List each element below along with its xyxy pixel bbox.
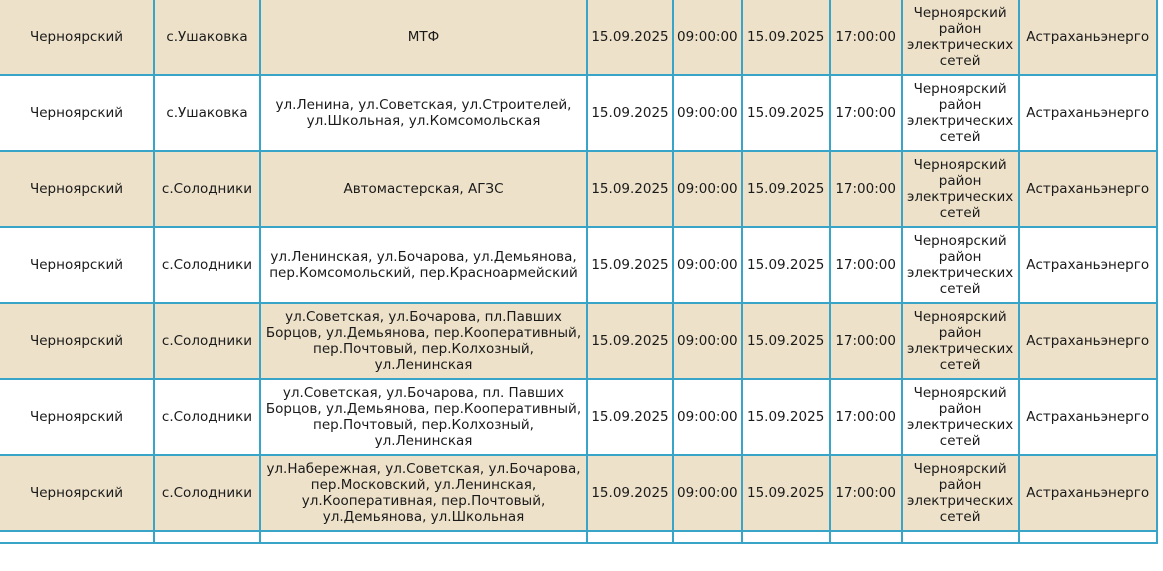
- empty-cell: [902, 531, 1019, 543]
- address-cell: ул.Набережная, ул.Советская, ул.Бочарова, пер.Московский, ул.Ленинская, ул.Кооперативная, пер.Почтовый, ул.Демьянова, ул.Школьная: [260, 455, 587, 531]
- settlement-cell: с.Солодники: [154, 151, 260, 227]
- empty-cell: [830, 531, 902, 543]
- network-cell: Черноярский район электрических сетей: [902, 0, 1019, 75]
- company-cell: Астраханьэнерго: [1019, 227, 1157, 303]
- start-time-cell: 09:00:00: [673, 379, 742, 455]
- settlement-cell: с.Солодники: [154, 303, 260, 379]
- network-cell: Черноярский район электрических сетей: [902, 151, 1019, 227]
- table-row: [0, 227, 1157, 303]
- end-date-cell: 15.09.2025: [742, 379, 830, 455]
- company-cell: Астраханьэнерго: [1019, 303, 1157, 379]
- table-row: [0, 151, 1157, 227]
- end-time-cell: 17:00:00: [830, 379, 902, 455]
- end-date-cell: 15.09.2025: [742, 0, 830, 75]
- end-date-cell: 15.09.2025: [742, 75, 830, 151]
- start-date-cell: 15.09.2025: [587, 455, 673, 531]
- network-cell: Черноярский район электрических сетей: [902, 303, 1019, 379]
- company-cell: Астраханьэнерго: [1019, 0, 1157, 75]
- empty-cell: [742, 531, 830, 543]
- table-row: [0, 455, 1157, 531]
- district-cell: Черноярский: [0, 303, 154, 379]
- settlement-cell: с.Солодники: [154, 455, 260, 531]
- start-date-cell: 15.09.2025: [587, 75, 673, 151]
- start-date-cell: 15.09.2025: [587, 379, 673, 455]
- end-time-cell: 17:00:00: [830, 227, 902, 303]
- start-time-cell: 09:00:00: [673, 0, 742, 75]
- end-time-cell: 17:00:00: [830, 303, 902, 379]
- start-time-cell: 09:00:00: [673, 151, 742, 227]
- settlement-cell: с.Ушаковка: [154, 0, 260, 75]
- empty-cell: [1019, 531, 1157, 543]
- end-date-cell: 15.09.2025: [742, 303, 830, 379]
- end-time-cell: 17:00:00: [830, 455, 902, 531]
- start-time-cell: 09:00:00: [673, 227, 742, 303]
- company-cell: Астраханьэнерго: [1019, 379, 1157, 455]
- end-date-cell: 15.09.2025: [742, 151, 830, 227]
- district-cell: Черноярский: [0, 0, 154, 75]
- empty-cell: [0, 531, 154, 543]
- empty-cell: [587, 531, 673, 543]
- network-cell: Черноярский район электрических сетей: [902, 227, 1019, 303]
- start-date-cell: 15.09.2025: [587, 227, 673, 303]
- district-cell: Черноярский: [0, 379, 154, 455]
- network-cell: Черноярский район электрических сетей: [902, 379, 1019, 455]
- address-cell: ул.Ленинская, ул.Бочарова, ул.Демьянова, пер.Комсомольский, пер.Красноармейский: [260, 227, 587, 303]
- end-time-cell: 17:00:00: [830, 75, 902, 151]
- empty-cell: [673, 531, 742, 543]
- table-row: [0, 379, 1157, 455]
- table-row-partial: [0, 531, 1157, 543]
- company-cell: Астраханьэнерго: [1019, 75, 1157, 151]
- end-date-cell: 15.09.2025: [742, 455, 830, 531]
- address-cell: Автомастерская, АГЗС: [260, 151, 587, 227]
- address-cell: МТФ: [260, 0, 587, 75]
- end-time-cell: 17:00:00: [830, 0, 902, 75]
- settlement-cell: с.Солодники: [154, 379, 260, 455]
- address-cell: ул.Советская, ул.Бочарова, пл.Павших Борцов, ул.Демьянова, пер.Кооперативный, пер.Почтовый, пер.Колхозный, ул.Ленинская: [260, 303, 587, 379]
- district-cell: Черноярский: [0, 151, 154, 227]
- empty-cell: [260, 531, 587, 543]
- start-date-cell: 15.09.2025: [587, 151, 673, 227]
- company-cell: Астраханьэнерго: [1019, 151, 1157, 227]
- table-row: [0, 303, 1157, 379]
- end-date-cell: 15.09.2025: [742, 227, 830, 303]
- start-time-cell: 09:00:00: [673, 75, 742, 151]
- network-cell: Черноярский район электрических сетей: [902, 75, 1019, 151]
- settlement-cell: с.Солодники: [154, 227, 260, 303]
- table-row: [0, 75, 1157, 151]
- district-cell: Черноярский: [0, 455, 154, 531]
- district-cell: Черноярский: [0, 227, 154, 303]
- start-time-cell: 09:00:00: [673, 303, 742, 379]
- network-cell: Черноярский район электрических сетей: [902, 455, 1019, 531]
- empty-cell: [154, 531, 260, 543]
- start-time-cell: 09:00:00: [673, 455, 742, 531]
- district-cell: Черноярский: [0, 75, 154, 151]
- start-date-cell: 15.09.2025: [587, 0, 673, 75]
- address-cell: ул.Советская, ул.Бочарова, пл. Павших Борцов, ул.Демьянова, пер.Кооперативный, пер.Почтовый, пер.Колхозный, ул.Ленинская: [260, 379, 587, 455]
- table-row: [0, 0, 1157, 75]
- company-cell: Астраханьэнерго: [1019, 455, 1157, 531]
- address-cell: ул.Ленина, ул.Советская, ул.Строителей, ул.Школьная, ул.Комсомольская: [260, 75, 587, 151]
- start-date-cell: 15.09.2025: [587, 303, 673, 379]
- end-time-cell: 17:00:00: [830, 151, 902, 227]
- settlement-cell: с.Ушаковка: [154, 75, 260, 151]
